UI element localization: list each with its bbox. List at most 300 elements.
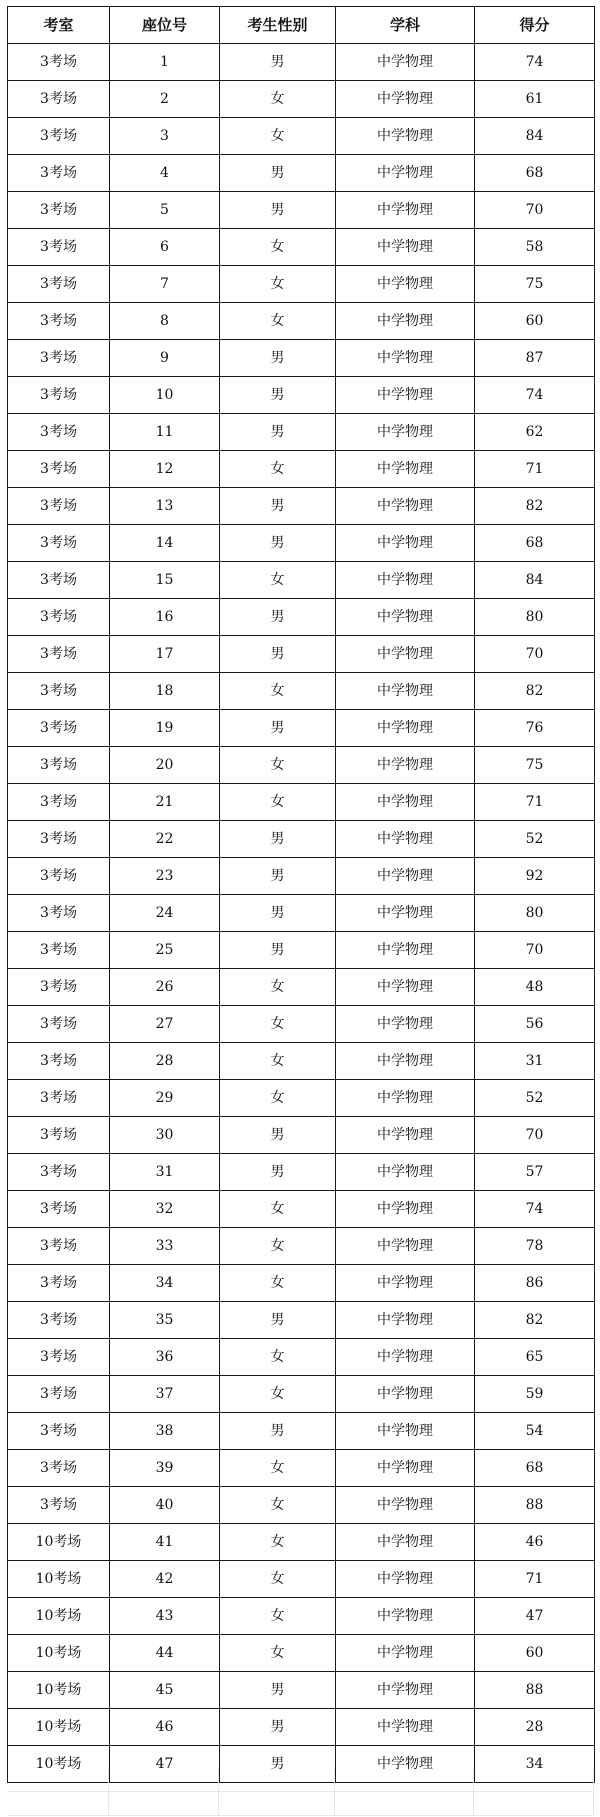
table-row [8, 599, 595, 636]
cell-seat-number: 37 [110, 1376, 220, 1413]
cell-seat-number: 9 [110, 340, 220, 377]
cell-score: 60 [475, 303, 595, 340]
cell-gender: 女 [220, 562, 336, 599]
cell-exam-room: 3考场 [8, 488, 110, 525]
table-row [8, 821, 595, 858]
table-row [8, 1709, 595, 1746]
table-row [8, 414, 595, 451]
cell-subject: 中学物理 [336, 1376, 475, 1413]
cell-score: 62 [475, 414, 595, 451]
cell-score: 78 [475, 1228, 595, 1265]
cell-seat-number: 6 [110, 229, 220, 266]
cell-seat-number: 44 [110, 1635, 220, 1672]
cell-exam-room: 3考场 [8, 44, 110, 81]
table-row [8, 118, 595, 155]
cell-subject: 中学物理 [336, 636, 475, 673]
cell-seat-number: 35 [110, 1302, 220, 1339]
table-header-row [8, 7, 595, 44]
cell-gender: 女 [220, 81, 336, 118]
cell-exam-room: 3考场 [8, 1339, 110, 1376]
cell-exam-room: 3考场 [8, 1302, 110, 1339]
cell-score: 88 [475, 1487, 595, 1524]
cell-score: 52 [475, 821, 595, 858]
cell-gender: 女 [220, 229, 336, 266]
cell-score: 65 [475, 1339, 595, 1376]
cell-seat-number: 29 [110, 1080, 220, 1117]
cell-score: 82 [475, 488, 595, 525]
table-row [8, 1006, 595, 1043]
cell-subject: 中学物理 [336, 303, 475, 340]
cell-gender: 女 [220, 673, 336, 710]
cell-exam-room: 10考场 [8, 1635, 110, 1672]
cell-exam-room: 10考场 [8, 1598, 110, 1635]
header-gender: 考生性别 [220, 7, 336, 44]
cell-subject: 中学物理 [336, 821, 475, 858]
cell-subject: 中学物理 [336, 673, 475, 710]
table-row [8, 1487, 595, 1524]
header-exam-room: 考室 [8, 7, 110, 44]
table-row [8, 1302, 595, 1339]
cell-seat-number: 16 [110, 599, 220, 636]
table-row [8, 266, 595, 303]
cell-subject: 中学物理 [336, 599, 475, 636]
cell-subject: 中学物理 [336, 81, 475, 118]
cell-score: 82 [475, 673, 595, 710]
empty-cell [219, 1768, 335, 1792]
cell-subject: 中学物理 [336, 895, 475, 932]
cell-seat-number: 21 [110, 784, 220, 821]
cell-gender: 男 [220, 44, 336, 81]
table-row [8, 488, 595, 525]
cell-score: 87 [475, 340, 595, 377]
cell-subject: 中学物理 [336, 932, 475, 969]
cell-score: 57 [475, 1154, 595, 1191]
cell-gender: 女 [220, 969, 336, 1006]
table-row [8, 1080, 595, 1117]
cell-subject: 中学物理 [336, 1043, 475, 1080]
cell-exam-room: 10考场 [8, 1561, 110, 1598]
cell-score: 54 [475, 1413, 595, 1450]
cell-score: 70 [475, 1117, 595, 1154]
cell-exam-room: 3考场 [8, 1450, 110, 1487]
cell-subject: 中学物理 [336, 377, 475, 414]
cell-score: 71 [475, 451, 595, 488]
cell-seat-number: 40 [110, 1487, 220, 1524]
cell-subject: 中学物理 [336, 1746, 475, 1783]
cell-gender: 女 [220, 1265, 336, 1302]
cell-exam-room: 3考场 [8, 1006, 110, 1043]
cell-seat-number: 14 [110, 525, 220, 562]
table-row [8, 303, 595, 340]
table-row [8, 1191, 595, 1228]
cell-seat-number: 33 [110, 1228, 220, 1265]
empty-cell [109, 1768, 219, 1792]
cell-subject: 中学物理 [336, 488, 475, 525]
cell-exam-room: 3考场 [8, 1265, 110, 1302]
cell-exam-room: 10考场 [8, 1524, 110, 1561]
table-row [8, 895, 595, 932]
table-row [8, 1117, 595, 1154]
table-row [8, 229, 595, 266]
cell-gender: 男 [220, 1709, 336, 1746]
cell-exam-room: 3考场 [8, 229, 110, 266]
cell-score: 71 [475, 784, 595, 821]
cell-score: 84 [475, 562, 595, 599]
empty-cell [335, 1792, 474, 1816]
cell-gender: 男 [220, 340, 336, 377]
cell-subject: 中学物理 [336, 747, 475, 784]
table-row [8, 1339, 595, 1376]
cell-seat-number: 47 [110, 1746, 220, 1783]
cell-gender: 男 [220, 1672, 336, 1709]
cell-subject: 中学物理 [336, 1413, 475, 1450]
cell-gender: 女 [220, 1598, 336, 1635]
cell-exam-room: 3考场 [8, 562, 110, 599]
cell-seat-number: 12 [110, 451, 220, 488]
cell-gender: 男 [220, 377, 336, 414]
cell-subject: 中学物理 [336, 969, 475, 1006]
cell-score: 28 [475, 1709, 595, 1746]
cell-seat-number: 4 [110, 155, 220, 192]
cell-gender: 女 [220, 1561, 336, 1598]
cell-gender: 男 [220, 636, 336, 673]
cell-seat-number: 34 [110, 1265, 220, 1302]
cell-score: 46 [475, 1524, 595, 1561]
cell-seat-number: 7 [110, 266, 220, 303]
cell-exam-room: 3考场 [8, 858, 110, 895]
cell-score: 84 [475, 118, 595, 155]
cell-seat-number: 2 [110, 81, 220, 118]
cell-exam-room: 3考场 [8, 784, 110, 821]
cell-subject: 中学物理 [336, 1154, 475, 1191]
table-row [8, 1672, 595, 1709]
cell-score: 68 [475, 1450, 595, 1487]
cell-seat-number: 19 [110, 710, 220, 747]
table-row [8, 1043, 595, 1080]
cell-subject: 中学物理 [336, 1228, 475, 1265]
cell-exam-room: 10考场 [8, 1672, 110, 1709]
cell-subject: 中学物理 [336, 1672, 475, 1709]
cell-score: 71 [475, 1561, 595, 1598]
cell-exam-room: 3考场 [8, 266, 110, 303]
table-row [8, 969, 595, 1006]
cell-exam-room: 3考场 [8, 414, 110, 451]
cell-exam-room: 3考场 [8, 821, 110, 858]
empty-cell [109, 1792, 219, 1816]
cell-gender: 男 [220, 1302, 336, 1339]
table-row [8, 1376, 595, 1413]
cell-exam-room: 3考场 [8, 340, 110, 377]
table-row [8, 747, 595, 784]
cell-subject: 中学物理 [336, 266, 475, 303]
cell-exam-room: 3考场 [8, 377, 110, 414]
cell-subject: 中学物理 [336, 1191, 475, 1228]
cell-seat-number: 28 [110, 1043, 220, 1080]
table-row [8, 377, 595, 414]
cell-seat-number: 25 [110, 932, 220, 969]
cell-score: 82 [475, 1302, 595, 1339]
cell-score: 58 [475, 229, 595, 266]
cell-subject: 中学物理 [336, 1080, 475, 1117]
cell-subject: 中学物理 [336, 118, 475, 155]
header-seat-number: 座位号 [110, 7, 220, 44]
cell-exam-room: 3考场 [8, 118, 110, 155]
cell-exam-room: 3考场 [8, 1413, 110, 1450]
cell-score: 68 [475, 525, 595, 562]
table-row [8, 81, 595, 118]
cell-score: 76 [475, 710, 595, 747]
empty-cell [219, 1792, 335, 1816]
score-table [7, 6, 595, 1783]
table-row [8, 784, 595, 821]
table-row [8, 1413, 595, 1450]
cell-score: 74 [475, 377, 595, 414]
cell-score: 86 [475, 1265, 595, 1302]
cell-gender: 女 [220, 1450, 336, 1487]
table-row [8, 1598, 595, 1635]
cell-seat-number: 13 [110, 488, 220, 525]
cell-score: 68 [475, 155, 595, 192]
cell-gender: 女 [220, 1006, 336, 1043]
table-row [8, 1561, 595, 1598]
cell-exam-room: 3考场 [8, 303, 110, 340]
cell-subject: 中学物理 [336, 1339, 475, 1376]
cell-gender: 女 [220, 1080, 336, 1117]
cell-seat-number: 46 [110, 1709, 220, 1746]
cell-exam-room: 3考场 [8, 1191, 110, 1228]
cell-gender: 女 [220, 1524, 336, 1561]
table-row [8, 155, 595, 192]
cell-gender: 女 [220, 1635, 336, 1672]
empty-row [7, 1768, 594, 1792]
cell-exam-room: 10考场 [8, 1746, 110, 1783]
cell-exam-room: 3考场 [8, 525, 110, 562]
cell-score: 75 [475, 747, 595, 784]
cell-subject: 中学物理 [336, 1006, 475, 1043]
table-row [8, 525, 595, 562]
cell-seat-number: 39 [110, 1450, 220, 1487]
cell-subject: 中学物理 [336, 1561, 475, 1598]
cell-gender: 男 [220, 525, 336, 562]
cell-exam-room: 3考场 [8, 747, 110, 784]
cell-subject: 中学物理 [336, 1450, 475, 1487]
table-body [8, 44, 595, 1783]
table-row [8, 1154, 595, 1191]
table-row [8, 1228, 595, 1265]
cell-subject: 中学物理 [336, 1524, 475, 1561]
cell-gender: 男 [220, 155, 336, 192]
cell-seat-number: 23 [110, 858, 220, 895]
cell-exam-room: 3考场 [8, 673, 110, 710]
cell-score: 70 [475, 932, 595, 969]
cell-subject: 中学物理 [336, 414, 475, 451]
cell-gender: 男 [220, 1117, 336, 1154]
cell-seat-number: 26 [110, 969, 220, 1006]
cell-exam-room: 3考场 [8, 1228, 110, 1265]
cell-seat-number: 36 [110, 1339, 220, 1376]
cell-gender: 女 [220, 1191, 336, 1228]
cell-score: 70 [475, 636, 595, 673]
cell-gender: 男 [220, 932, 336, 969]
cell-gender: 男 [220, 821, 336, 858]
cell-exam-room: 3考场 [8, 1154, 110, 1191]
cell-seat-number: 1 [110, 44, 220, 81]
cell-exam-room: 3考场 [8, 1376, 110, 1413]
cell-exam-room: 3考场 [8, 895, 110, 932]
cell-gender: 男 [220, 895, 336, 932]
cell-subject: 中学物理 [336, 525, 475, 562]
cell-exam-room: 3考场 [8, 636, 110, 673]
cell-gender: 男 [220, 192, 336, 229]
cell-gender: 女 [220, 266, 336, 303]
cell-score: 92 [475, 858, 595, 895]
table-row [8, 340, 595, 377]
cell-subject: 中学物理 [336, 1265, 475, 1302]
table-row [8, 1265, 595, 1302]
cell-score: 48 [475, 969, 595, 1006]
cell-seat-number: 15 [110, 562, 220, 599]
table-row [8, 710, 595, 747]
table-row [8, 562, 595, 599]
cell-gender: 女 [220, 1376, 336, 1413]
cell-subject: 中学物理 [336, 1709, 475, 1746]
cell-gender: 男 [220, 1413, 336, 1450]
cell-exam-room: 3考场 [8, 710, 110, 747]
table-row [8, 673, 595, 710]
cell-seat-number: 17 [110, 636, 220, 673]
cell-gender: 女 [220, 1339, 336, 1376]
table-row [8, 1450, 595, 1487]
cell-score: 47 [475, 1598, 595, 1635]
cell-exam-room: 3考场 [8, 192, 110, 229]
cell-seat-number: 30 [110, 1117, 220, 1154]
cell-subject: 中学物理 [336, 1598, 475, 1635]
table-row [8, 858, 595, 895]
cell-exam-room: 3考场 [8, 1043, 110, 1080]
cell-subject: 中学物理 [336, 1635, 475, 1672]
cell-seat-number: 41 [110, 1524, 220, 1561]
cell-gender: 女 [220, 451, 336, 488]
empty-cell [335, 1768, 474, 1792]
cell-score: 59 [475, 1376, 595, 1413]
cell-gender: 女 [220, 1043, 336, 1080]
cell-score: 52 [475, 1080, 595, 1117]
empty-cell [7, 1792, 109, 1816]
score-sheet [7, 6, 594, 1783]
cell-score: 88 [475, 1672, 595, 1709]
header-score: 得分 [475, 7, 595, 44]
cell-seat-number: 18 [110, 673, 220, 710]
cell-seat-number: 45 [110, 1672, 220, 1709]
cell-score: 74 [475, 1191, 595, 1228]
table-row [8, 44, 595, 81]
cell-subject: 中学物理 [336, 710, 475, 747]
cell-seat-number: 22 [110, 821, 220, 858]
cell-seat-number: 42 [110, 1561, 220, 1598]
cell-gender: 男 [220, 1154, 336, 1191]
cell-seat-number: 31 [110, 1154, 220, 1191]
cell-gender: 女 [220, 118, 336, 155]
empty-grid-area [7, 1768, 594, 1817]
cell-gender: 女 [220, 1228, 336, 1265]
cell-subject: 中学物理 [336, 451, 475, 488]
cell-subject: 中学物理 [336, 1302, 475, 1339]
cell-seat-number: 8 [110, 303, 220, 340]
empty-cell [7, 1768, 109, 1792]
cell-exam-room: 3考场 [8, 155, 110, 192]
cell-subject: 中学物理 [336, 155, 475, 192]
cell-gender: 女 [220, 303, 336, 340]
cell-seat-number: 43 [110, 1598, 220, 1635]
cell-gender: 女 [220, 747, 336, 784]
cell-score: 74 [475, 44, 595, 81]
cell-gender: 男 [220, 858, 336, 895]
cell-gender: 男 [220, 414, 336, 451]
cell-score: 31 [475, 1043, 595, 1080]
cell-score: 34 [475, 1746, 595, 1783]
cell-gender: 男 [220, 599, 336, 636]
table-row [8, 1524, 595, 1561]
table-row [8, 1635, 595, 1672]
cell-gender: 女 [220, 784, 336, 821]
cell-subject: 中学物理 [336, 44, 475, 81]
table-row [8, 932, 595, 969]
cell-exam-room: 3考场 [8, 1487, 110, 1524]
cell-score: 56 [475, 1006, 595, 1043]
empty-row [7, 1792, 594, 1816]
cell-seat-number: 27 [110, 1006, 220, 1043]
table-row [8, 636, 595, 673]
cell-exam-room: 3考场 [8, 1117, 110, 1154]
table-row [8, 451, 595, 488]
cell-exam-room: 3考场 [8, 969, 110, 1006]
cell-subject: 中学物理 [336, 229, 475, 266]
cell-score: 75 [475, 266, 595, 303]
cell-seat-number: 5 [110, 192, 220, 229]
cell-exam-room: 3考场 [8, 81, 110, 118]
cell-seat-number: 32 [110, 1191, 220, 1228]
cell-exam-room: 3考场 [8, 1080, 110, 1117]
cell-score: 80 [475, 895, 595, 932]
cell-seat-number: 3 [110, 118, 220, 155]
cell-seat-number: 11 [110, 414, 220, 451]
cell-score: 80 [475, 599, 595, 636]
table-row [8, 192, 595, 229]
empty-cell [474, 1768, 594, 1792]
cell-exam-room: 3考场 [8, 451, 110, 488]
cell-seat-number: 20 [110, 747, 220, 784]
cell-gender: 男 [220, 488, 336, 525]
cell-subject: 中学物理 [336, 340, 475, 377]
cell-gender: 女 [220, 1487, 336, 1524]
cell-subject: 中学物理 [336, 784, 475, 821]
empty-cell [474, 1792, 594, 1816]
cell-exam-room: 3考场 [8, 599, 110, 636]
cell-subject: 中学物理 [336, 858, 475, 895]
cell-seat-number: 38 [110, 1413, 220, 1450]
cell-seat-number: 10 [110, 377, 220, 414]
cell-score: 61 [475, 81, 595, 118]
cell-subject: 中学物理 [336, 562, 475, 599]
header-subject: 学科 [336, 7, 475, 44]
cell-gender: 男 [220, 710, 336, 747]
cell-exam-room: 10考场 [8, 1709, 110, 1746]
cell-seat-number: 24 [110, 895, 220, 932]
cell-subject: 中学物理 [336, 1117, 475, 1154]
cell-exam-room: 3考场 [8, 932, 110, 969]
cell-subject: 中学物理 [336, 1487, 475, 1524]
cell-score: 70 [475, 192, 595, 229]
